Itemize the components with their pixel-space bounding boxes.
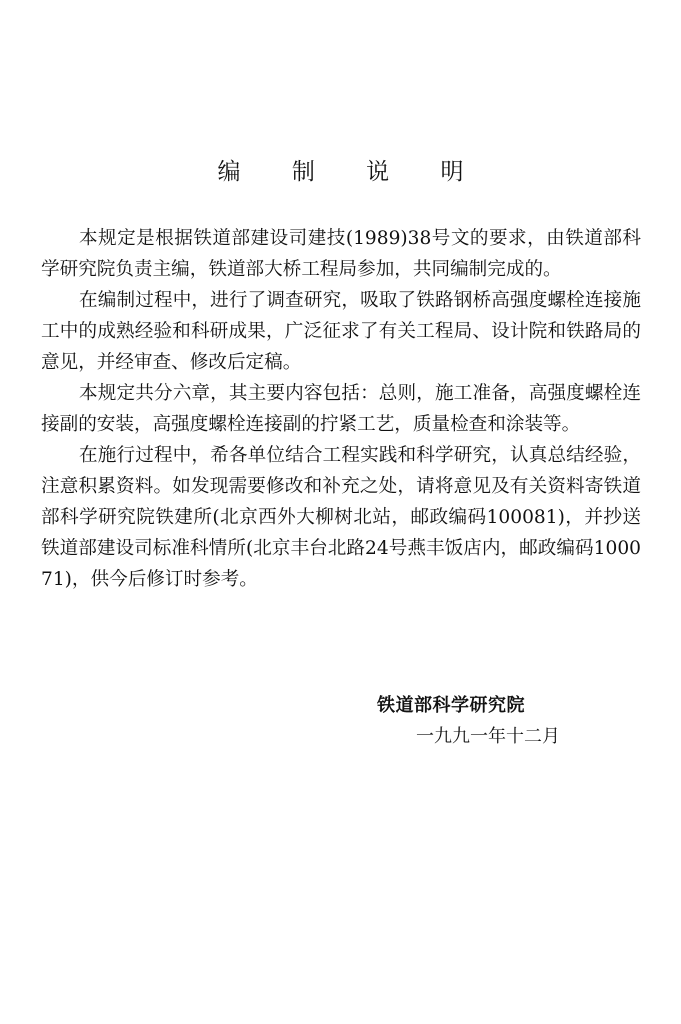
signature-organization: 铁道部科学研究院 — [377, 695, 525, 716]
paragraph-contents: 本规定共分六章，其主要内容包括：总则，施工准备，高强度螺栓连接副的安装，高强度螺栓连接副的拧紧工艺，质量检查和涂装等。 — [41, 383, 641, 435]
signature-date: 一九九一年十二月 — [416, 726, 560, 747]
paragraph-process: 在编制过程中，进行了调查研究，吸取了铁路钢桥高强度螺栓连接施工中的成熟经验和科研成果，广泛征求了有关工程局、设计院和铁路局的意见，并经审查、修改后定稿。 — [41, 290, 641, 373]
paragraph-source: 本规定是根据铁道部建设司建技(1989)38号文的要求，由铁道部科学研究院负责主编，铁道部大桥工程局参加，共同编制完成的。 — [41, 228, 641, 280]
page-title: 编 制 说 明 — [217, 159, 486, 185]
paragraph-feedback: 在施行过程中，希各单位结合工程实践和科学研究，认真总结经验，注意积累资料。如发现需要修改和补充之处，请将意见及有关资料寄铁道部科学研究院铁建所(北京西外大柳树北站，邮政编码100081)，并抄送铁道部建设司标准科情所(北京丰台北路24号燕丰饭店内，邮政编码100071)，供今后修订时参考。 — [41, 445, 641, 590]
body-text — [41, 223, 641, 595]
